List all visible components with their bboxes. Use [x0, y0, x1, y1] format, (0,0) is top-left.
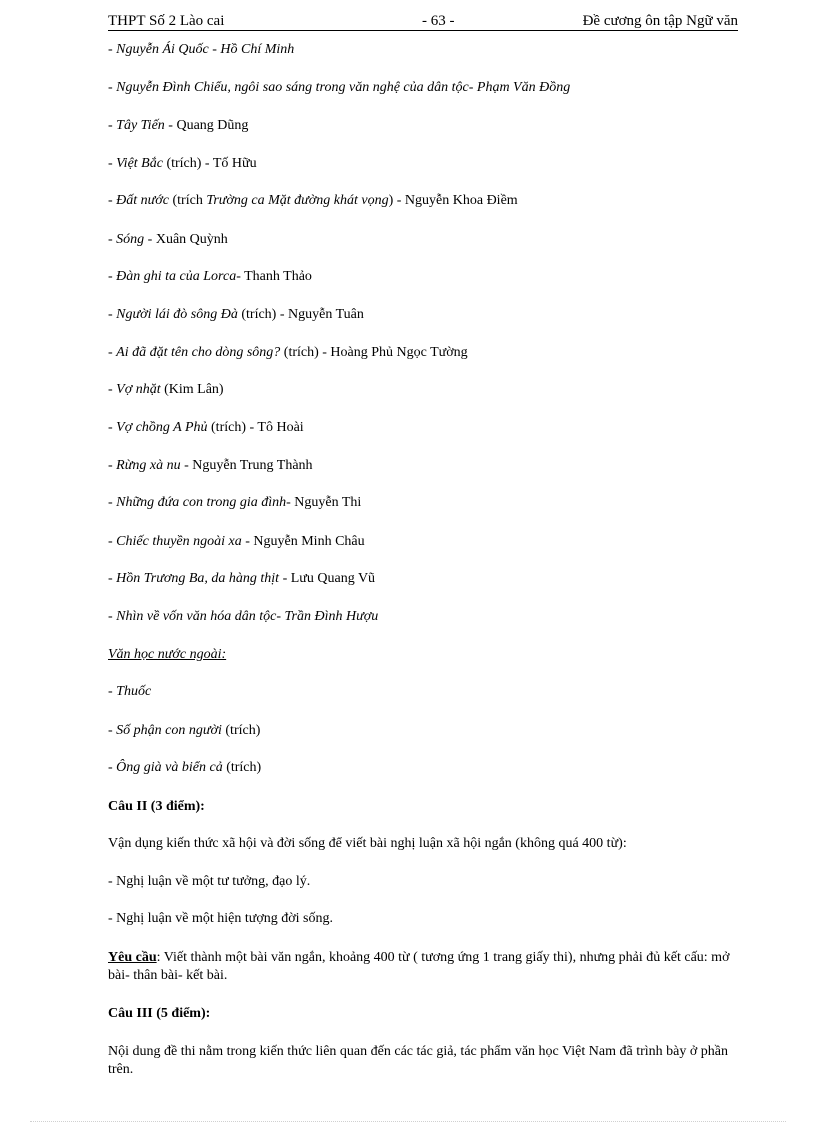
work-item: - Tây Tiến - Quang Dũng: [108, 118, 249, 133]
header-page-number: - 63 -: [422, 13, 455, 29]
work-item: - Việt Bắc (trích) - Tố Hữu: [108, 156, 257, 171]
question-2-requirement: Yêu cầu: Viết thành một bài văn ngắn, khoảng 400 từ ( tương ứng 1 trang giấy thi), nhưng phải đủ kết cấu: mở bài- thân bài- kết bài.: [108, 950, 730, 983]
header-school: THPT Số 2 Lào cai: [108, 13, 225, 29]
question-2-heading: Câu II (3 điểm):: [108, 799, 205, 814]
work-item: - Vợ nhặt (Kim Lân): [108, 382, 224, 397]
question-3-heading: Câu III (5 điểm):: [108, 1006, 211, 1021]
work-item: - Hồn Trương Ba, da hàng thịt - Lưu Quang Vũ: [108, 571, 376, 586]
question-2-item: - Nghị luận về một hiện tượng đời sống.: [108, 911, 333, 926]
work-item: - Rừng xà nu - Nguyễn Trung Thành: [108, 458, 313, 473]
work-item: - Số phận con người (trích): [108, 723, 261, 738]
work-item: - Nhìn về vốn văn hóa dân tộc- Trần Đình Hượu: [108, 609, 379, 624]
requirement-label: Yêu cầu: [108, 950, 157, 965]
work-item: - Thuốc: [108, 684, 152, 699]
work-item: - Những đứa con trong gia đình- Nguyễn Thi: [108, 495, 362, 510]
page-header: [108, 12, 738, 31]
work-item: - Đàn ghi ta của Lorca- Thanh Thảo: [108, 269, 312, 284]
question-2-item: - Nghị luận về một tư tưởng, đạo lý.: [108, 874, 311, 889]
work-item: - Sóng - Xuân Quỳnh: [108, 232, 228, 247]
question-2-intro: Vận dụng kiến thức xã hội và đời sống để viết bài nghị luận xã hội ngắn (không quá 400 từ):: [108, 836, 627, 851]
work-item: - Ai đã đặt tên cho dòng sông? (trích) - Hoàng Phủ Ngọc Tường: [108, 345, 468, 360]
work-item: - Người lái đò sông Đà (trích) - Nguyễn Tuân: [108, 307, 364, 322]
header-doc-title: Đề cương ôn tập Ngữ văn: [582, 13, 738, 29]
work-item: - Ông già và biển cả (trích): [108, 760, 262, 775]
work-item: - Nguyễn Ái Quốc - Hồ Chí Minh: [108, 42, 295, 57]
work-item: - Chiếc thuyền ngoài xa - Nguyễn Minh Châu: [108, 534, 365, 549]
question-3-text: Nội dung đề thi nằm trong kiến thức liên quan đến các tác giả, tác phẩm văn học Việt Nam đã trình bày ở phần trên.: [108, 1044, 728, 1077]
foreign-heading: Văn học nước ngoài:: [108, 647, 227, 662]
work-item: - Nguyễn Đình Chiểu, ngôi sao sáng trong văn nghệ của dân tộc- Phạm Văn Đồng: [108, 80, 571, 95]
work-item: - Vợ chồng A Phủ (trích) - Tô Hoài: [108, 420, 304, 435]
work-item: - Đất nước (trích Trường ca Mặt đường khát vọng) - Nguyễn Khoa Điềm: [108, 193, 518, 208]
